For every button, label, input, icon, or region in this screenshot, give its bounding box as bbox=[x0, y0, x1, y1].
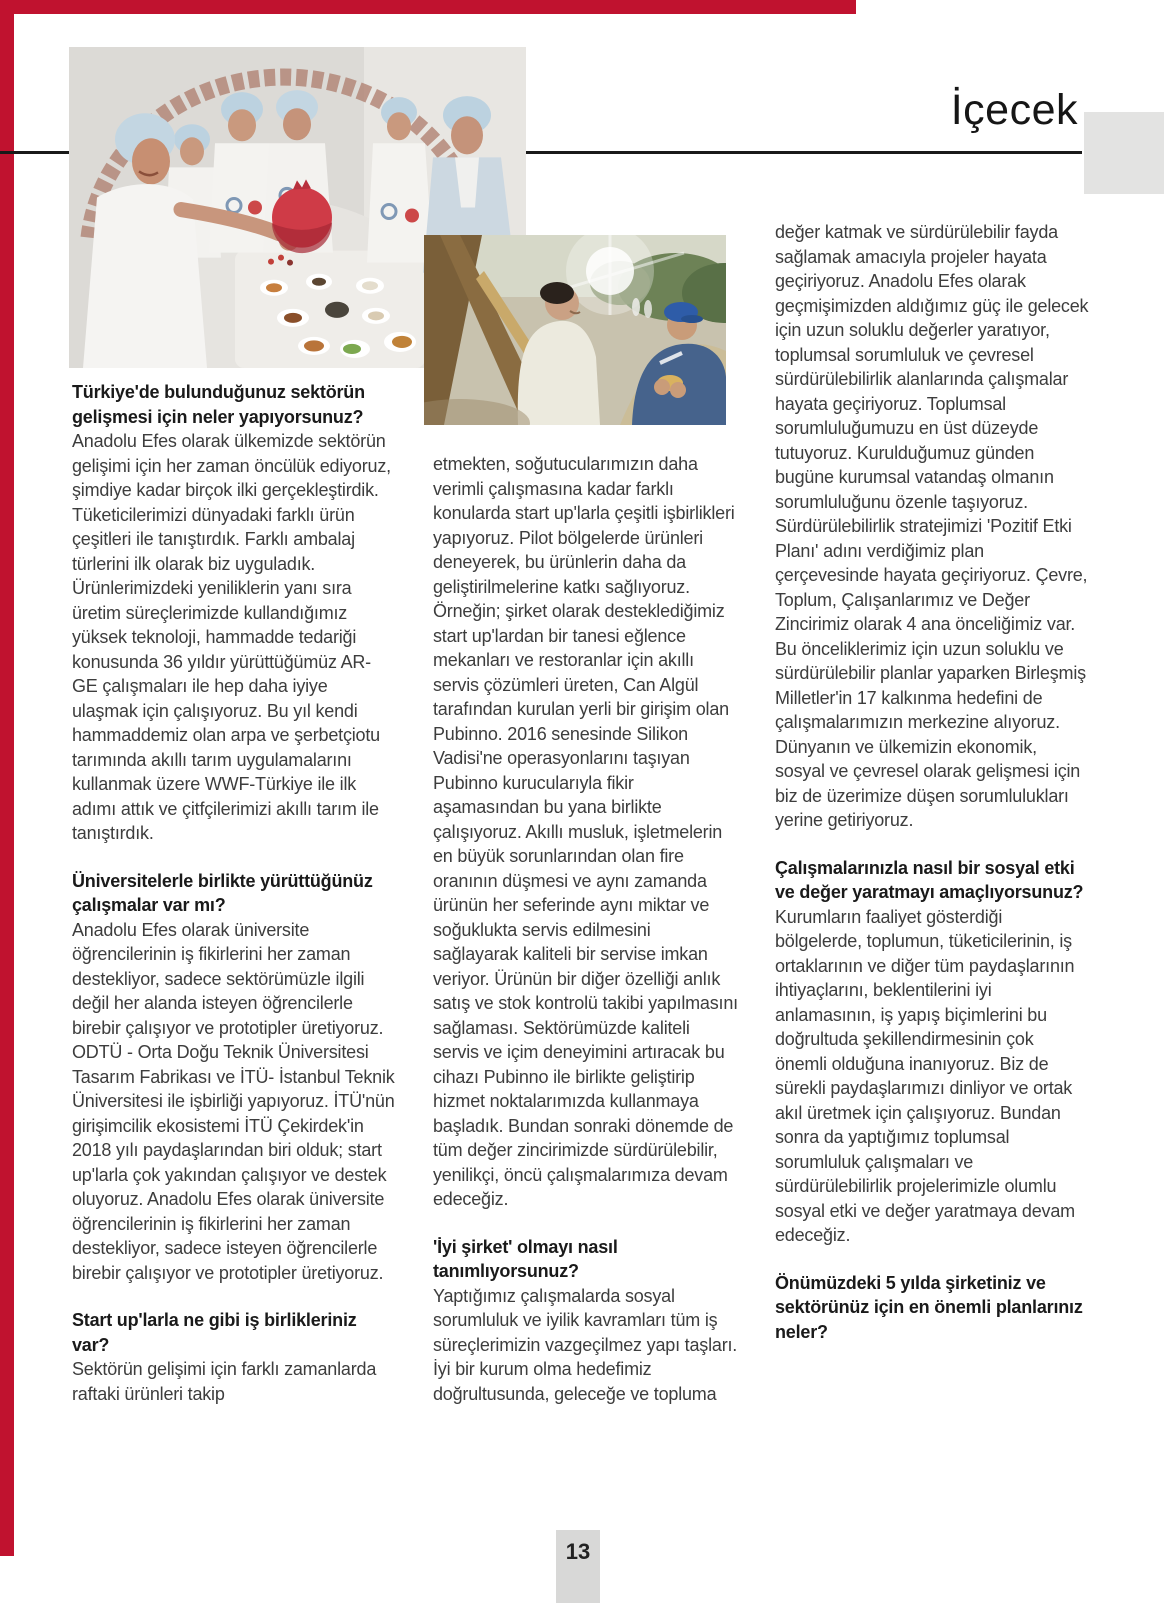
question-heading: Üniversitelerle birlikte yürüttüğünüz çalışmalar var mı? bbox=[72, 870, 373, 915]
question-heading: Önümüzdeki 5 yılda şirketiniz ve sektörünüz için en önemli planlarınız neler? bbox=[775, 1272, 1083, 1342]
table-dishes bbox=[235, 251, 425, 368]
question-heading: 'İyi şirket' olmayı nasıl tanımlıyorsunuz? bbox=[433, 1236, 618, 1281]
red-left-border bbox=[0, 0, 14, 1556]
section-label: İçecek bbox=[950, 86, 1078, 134]
photo-field-men bbox=[424, 235, 726, 425]
answer-paragraph: etmekten, soğutucularımızın daha verimli çalışmasına kadar farklı konularda start up'larla çeşitli işbirlikleri yapıyoruz. Pilot bölgelerde ürünleri deneyerek, bu ürünlerin daha da geliştirilmelerine katkı sağlıyoruz. Örneğin; şirket olarak desteklediğimiz start up'lardan bir tanesi eğlence mekanları ve restoranlar için akıllı servis çözümleri üreten, Can Algül tarafından kurulan yerli bir girişim olan Pubinno. 2016 senesinde Silikon Vadisi'ne operasyonlarını taşıyan Pubinno kurucularıyla fikir aşamasından bu yana birlikte çalışıyoruz. Akıllı musluk, işletmelerin en büyük sorunlarından olan fire oranının düşmesi ve aynı zamanda ürünün her seferinde aynı miktar ve soğuklukta servis edilmesini sağlayarak kaliteli bir servise imkan veriyor. Ürünün bir diğer özelliği anlık satış ve stok kontrolü takibi yapılmasını sağlaması. Sektörümüzde kaliteli servis ve içim deneyimini artıracak bu cihazı Pubinno ile birlikte geliştirip hizmet noktalarımızda kullanmaya başladık. Bundan sonraki dönemde de tüm değer zincirimizde sürdürülebilir, yenilikçi, öncü çalışmalarımıza devam edeceğiz. bbox=[433, 454, 738, 1209]
answer-paragraph: Anadolu Efes olarak üniversite öğrencilerinin iş fikirlerini her zaman destekliyor, sadece sektörümüzle ilgili değil her alanda isteyen öğrencilerle birebir çalışıyor ve prototipler üretiyoruz. ODTÜ - Orta Doğu Teknik Üniversitesi Tasarım Fabrikası ve İTÜ- İstanbul Teknik Üniversitesi ile işbirliği yapıyoruz. İTÜ'nün girişimcilik ekosistemi İTÜ Çekirdek'in 2018 yılı paydaşlarından biri olduk; start up'larla çok yakından çalışıyor ve destek oluyoruz. Anadolu Efes olarak üniversite öğrencilerinin iş fikirlerini her zaman destekliyor, sadece isteyen öğrencilerle birebir çalışıyor ve prototipler üretiyoruz. bbox=[72, 919, 395, 1283]
column-right bbox=[775, 220, 1089, 1344]
header-gray-box bbox=[1084, 112, 1164, 194]
question-heading: Çalışmalarınızla nasıl bir sosyal etki ve değer yaratmayı amaçlıyorsunuz? bbox=[775, 857, 1084, 902]
page-number-badge bbox=[556, 1530, 600, 1603]
column-middle bbox=[433, 452, 739, 1406]
red-top-border bbox=[0, 0, 856, 14]
question-heading: Start up'larla ne gibi iş birlikleriniz var? bbox=[72, 1310, 357, 1355]
answer-paragraph: Sektörün gelişimi için farklı zamanlarda raftaki ürünleri takip bbox=[72, 1359, 377, 1404]
column-left bbox=[72, 380, 396, 1406]
question-heading: Türkiye'de bulunduğunuz sektörün gelişmesi için neler yapıyorsunuz? bbox=[72, 382, 365, 427]
answer-paragraph: Kurumların faaliyet gösterdiği bölgelerde, toplumun, tüketicilerinin, iş ortaklarının ve diğer tüm paydaşlarının ihtiyaçlarını, beklentilerini iyi anlamasının, iş yapış biçimlerini bu doğrultuda şekillendirmesinin çok önemli olduğuna inanıyoruz. Biz de sürekli paydaşlarımızı dinliyor ve ortak akıl üretmek için çalışıyoruz. Bundan sonra da yaptığımız toplumsal sorumluluk çalışmaları ve sürdürülebilirlik projelerimizle olumlu sosyal etki ve değer yaratmaya devam edeceğiz. bbox=[775, 906, 1075, 1245]
answer-paragraph: değer katmak ve sürdürülebilir fayda sağlamak amacıyla projeler hayata geçiriyoruz. Anadolu Efes olarak geçmişimizden aldığımız güç ile gelecek için uzun soluklu değerler yaratıyor, toplumsal sorumluluk ve çevresel sürdürülebilirlik alanlarında çalışmalar hayata geçiriyoruz. Toplumsal sorumluluğumuzu en üst düzeyde tutuyoruz. Kurulduğumuz günden bugüne kurumsal vatandaş olmanın sorumluluğunu özenle taşıyoruz. Sürdürülebilirlik stratejimizi 'Pozitif Etki Planı' adını verdiğimiz plan çerçevesinde hayata geçiriyoruz. Çevre, Toplum, Çalışanlarımız ve Değer Zincirimiz olarak 4 ana önceliğimiz var. Bu önceliklerimiz için uzun soluklu ve sürdürülebilir planlar yaparken Birleşmiş Milletler'in 17 kalkınma hedefini de çalışmalarımızın merkezine alıyoruz. Dünyanın ve ülkemizin ekonomik, sosyal ve çevresel olarak gelişmesi için biz de üzerimize düşen sorumlulukları yerine getiriyoruz. bbox=[775, 222, 1089, 830]
answer-paragraph: Yaptığımız çalışmalarda sosyal sorumluluk ve iyilik kavramları tüm iş süreçlerimizin vazgeçilmez yapı taşları. İyi bir kurum olma hedefimiz doğrultusunda, geleceğe ve topluma bbox=[433, 1285, 738, 1404]
page-number: 13 bbox=[565, 1539, 591, 1564]
answer-paragraph: Anadolu Efes olarak ülkemizde sektörün gelişimi için her zaman öncülük ediyoruz, şimdiye kadar birçok ilki gerçekleştirdik. Tüketicilerimizi dünyadaki farklı ürün çeşitleri ile tanıştırdık. Farklı ambalaj türlerini ilk olarak biz uyguladık. Ürünlerimizdeki yeniliklerin yanı sıra üretim süreçlerimizde kullandığımız yüksek teknoloji, hammadde tedariği konusunda 36 yıldır yürüttüğümüz AR-GE çalışmaları ile hep daha iyiye ulaşmak için çalışıyoruz. Bu yıl kendi hammaddemiz olan arpa ve şerbetçiotu tarımında akıllı tarım uygulamalarını kullanmak üzere WWF-Türkiye ile ilk adımı attık ve çitfçilerimizi akıllı tarım ile tanıştırdık. bbox=[72, 431, 391, 843]
